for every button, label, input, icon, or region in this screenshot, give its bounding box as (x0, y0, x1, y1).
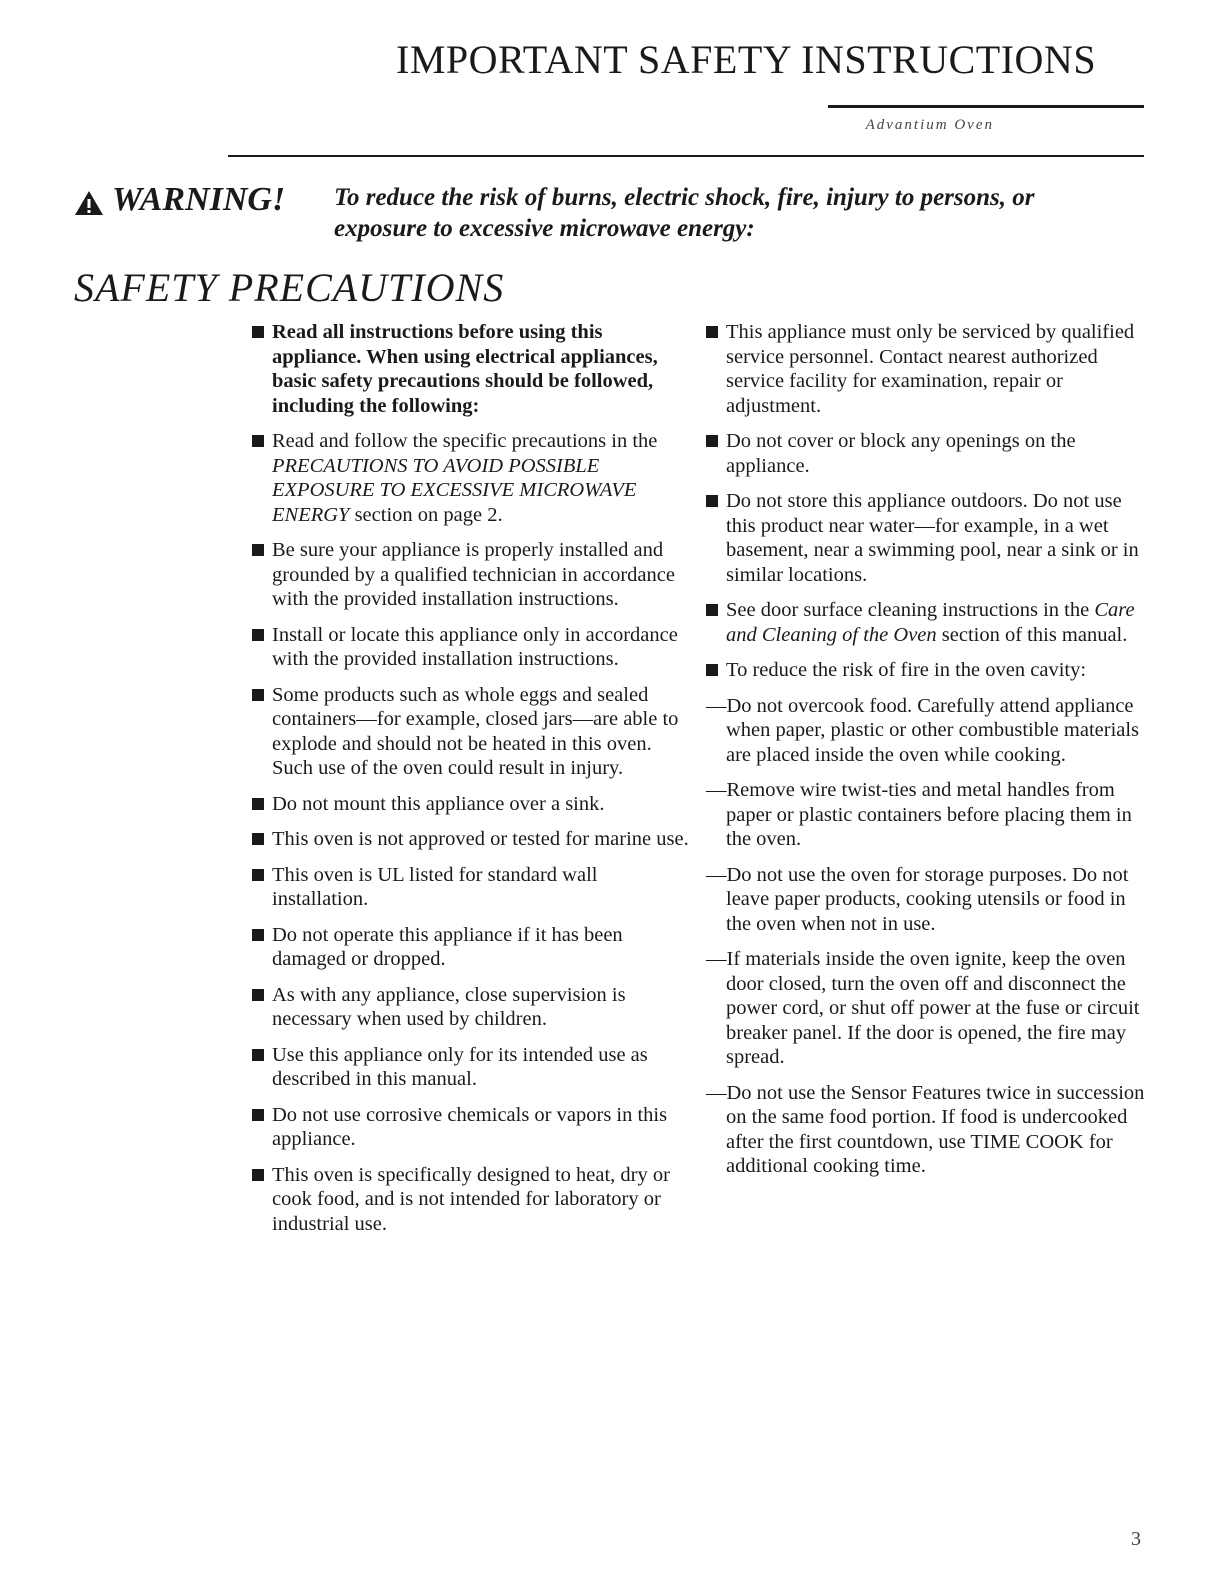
item-text: Use this appliance only for its intended use as described in this manual. (272, 1043, 648, 1090)
sub-item: —Do not use the oven for storage purposes. Do not leave paper products, cooking utensils or food in the oven when not in use. (706, 863, 1129, 935)
item-text: Install or locate this appliance only in accordance with the provided installation instructions. (272, 623, 678, 670)
list-item (252, 792, 692, 817)
bullet-square-icon (706, 495, 718, 507)
page-title: IMPORTANT SAFETY INSTRUCTIONS (396, 37, 1097, 82)
list-item (706, 429, 1148, 478)
item-text: Do not use corrosive chemicals or vapors in this appliance. (272, 1103, 668, 1150)
list-item (252, 683, 692, 781)
list-item (252, 1103, 692, 1152)
item-text: section on page 2. (349, 503, 503, 526)
bullet-square-icon (252, 326, 264, 338)
bullet-square-icon (252, 1169, 264, 1181)
section-reference: Care and Cleaning of the Oven (726, 599, 1135, 646)
list-item (252, 320, 692, 418)
sub-item: —Do not use the Sensor Features twice in succession on the same food portion. If food is undercooked after the first countdown, use TIME COOK for additional cooking time. (706, 1081, 1145, 1177)
item-text: Be sure your appliance is properly installed and grounded by a qualified technician in accordance with the provided installation instructions. (272, 539, 675, 610)
right-column (706, 320, 1148, 1190)
section-reference: PRECAUTIONS TO AVOID POSSIBLE EXPOSURE TO EXCESSIVE MICROWAVE ENERGY (272, 454, 637, 526)
item-text: This oven is not approved or tested for marine use. (272, 828, 689, 850)
bullet-square-icon (252, 1109, 264, 1121)
item-text: To reduce the risk of fire in the oven cavity: (726, 659, 1087, 681)
list-item (252, 983, 692, 1032)
list-item (252, 827, 692, 852)
bullet-square-icon (252, 833, 264, 845)
warning-text: To reduce the risk of burns, electric shock, fire, injury to persons, or exposure to excessive microwave energy: (334, 184, 1035, 242)
warning-label: WARNING! (112, 181, 286, 218)
item-text: This oven is specifically designed to heat, dry or cook food, and is not intended for laboratory or industrial use. (272, 1163, 670, 1235)
item-text: Some products such as whole eggs and sealed containers—for example, closed jars—are able to explode and should not be heated in this oven. Such use of the oven could result in injury. (272, 683, 679, 779)
left-column (252, 320, 692, 1247)
sub-item: —Do not overcook food. Carefully attend appliance when paper, plastic or other combustible materials are placed inside the oven while cooking. (706, 694, 1140, 766)
bullet-square-icon (252, 869, 264, 881)
list-item (252, 429, 692, 527)
item-text: See door surface cleaning instructions in the (726, 599, 1095, 621)
list-item (252, 1043, 692, 1092)
list-item (252, 538, 692, 612)
item-text: Do not operate this appliance if it has been damaged or dropped. (272, 923, 623, 970)
bullet-square-icon (706, 326, 718, 338)
list-item (252, 863, 692, 912)
item-text: section of this manual. (936, 623, 1128, 646)
header-rule-long (228, 155, 1144, 157)
bullet-square-icon (252, 629, 264, 641)
sub-item: —If materials inside the oven ignite, keep the oven door closed, turn the oven off and disconnect the power cord, or shut off power at the fuse or circuit breaker panel. If the door is opened, the fire may spread. (706, 948, 1140, 1068)
header-rule-short (828, 105, 1144, 108)
item-text: Do not cover or block any openings on the appliance. (726, 430, 1076, 477)
section-title: SAFETY PRECAUTIONS (74, 265, 505, 310)
sub-item: —Remove wire twist-ties and metal handles from paper or plastic containers before placing them in the oven. (706, 779, 1132, 850)
item-text: Do not mount this appliance over a sink. (272, 792, 605, 815)
intro-text: Read all instructions before using this appliance. When using electrical appliances, basic safety precautions should be followed, including the following: (272, 321, 658, 417)
bullet-square-icon (706, 435, 718, 447)
bullet-square-icon (252, 798, 264, 810)
list-item (706, 598, 1148, 647)
bullet-square-icon (252, 1049, 264, 1061)
bullet-square-icon (252, 929, 264, 941)
bullet-square-icon (252, 689, 264, 701)
bullet-square-icon (706, 604, 718, 616)
list-item (252, 923, 692, 972)
list-item (252, 623, 692, 672)
page-number: 3 (1131, 1528, 1141, 1550)
bullet-square-icon (252, 435, 264, 447)
page-subtitle: Advantium Oven (865, 117, 994, 133)
list-item (706, 320, 1148, 418)
list-item (706, 489, 1148, 587)
warning-triangle-icon (74, 190, 104, 216)
list-item (706, 658, 1148, 683)
item-text: This oven is UL listed for standard wall installation. (272, 863, 598, 910)
bullet-square-icon (252, 544, 264, 556)
bullet-square-icon (706, 664, 718, 676)
item-text: As with any appliance, close supervision is necessary when used by children. (272, 983, 626, 1030)
bullet-square-icon (252, 989, 264, 1001)
item-text: Do not store this appliance outdoors. Do not use this product near water—for example, in a wet basement, near a swimming pool, near a sink or in similar locations. (726, 490, 1139, 586)
list-item (252, 1163, 692, 1237)
item-text: This appliance must only be serviced by qualified service personnel. Contact nearest authorized service facility for examination, repair or adjustment. (726, 321, 1135, 417)
item-text: Read and follow the specific precautions in the (272, 430, 658, 452)
